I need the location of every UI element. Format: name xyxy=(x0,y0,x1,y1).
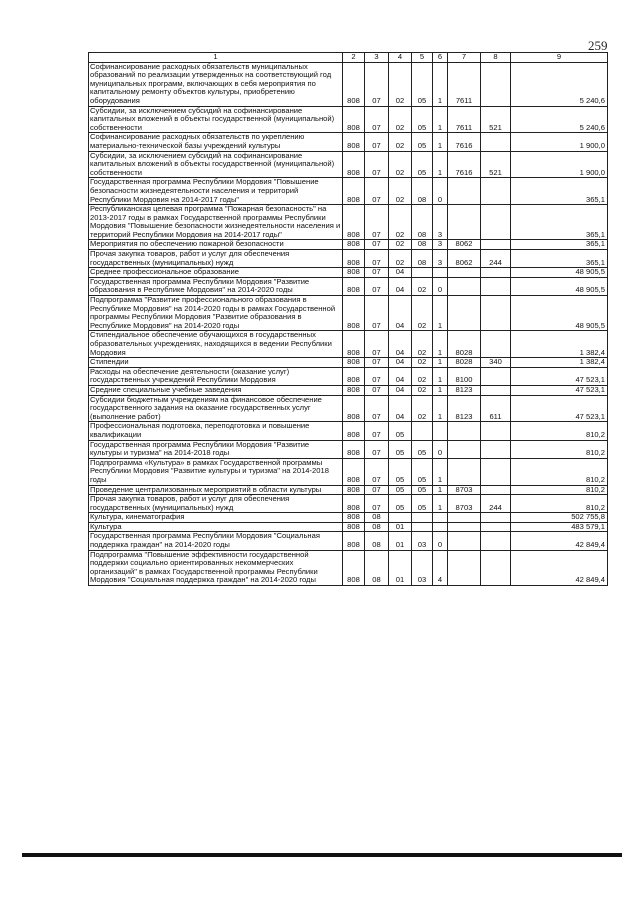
row-csr3: 7616 xyxy=(448,151,481,178)
row-pr: 02 xyxy=(389,106,412,133)
row-csr2: 1 xyxy=(433,151,448,178)
table-row xyxy=(89,358,608,368)
row-csr1: 05 xyxy=(412,485,433,495)
row-amount: 483 579,1 xyxy=(511,522,608,532)
row-amount: 810,2 xyxy=(511,422,608,440)
table-row xyxy=(89,458,608,485)
row-amount: 1 900,0 xyxy=(511,151,608,178)
table-row xyxy=(89,106,608,133)
row-vr xyxy=(481,133,511,151)
row-amount: 810,2 xyxy=(511,485,608,495)
row-rz: 07 xyxy=(365,178,389,205)
table-row xyxy=(89,422,608,440)
row-name: Культура, кинематография xyxy=(89,513,343,523)
row-csr3 xyxy=(448,513,481,523)
row-name: Стипендиальное обеспечение обучающихся в государственных образовательных учреждениях, находящихся в ведении Республики Мордовия xyxy=(89,331,343,358)
row-csr2 xyxy=(433,422,448,440)
row-name: Прочая закупка товаров, работ и услуг для обеспечения государственных (муниципальных) нужд xyxy=(89,250,343,268)
row-vr: 244 xyxy=(481,495,511,513)
row-vr xyxy=(481,367,511,385)
row-csr1: 08 xyxy=(412,240,433,250)
row-vr xyxy=(481,440,511,458)
row-rz: 07 xyxy=(365,133,389,151)
row-vr: 521 xyxy=(481,106,511,133)
row-amount: 365,1 xyxy=(511,240,608,250)
row-ved: 808 xyxy=(343,513,365,523)
row-ved: 808 xyxy=(343,485,365,495)
table-row xyxy=(89,277,608,295)
row-rz: 07 xyxy=(365,62,389,106)
table-row xyxy=(89,268,608,278)
row-amount: 47 523,1 xyxy=(511,395,608,422)
row-csr1: 05 xyxy=(412,106,433,133)
row-ved: 808 xyxy=(343,296,365,331)
row-pr: 02 xyxy=(389,178,412,205)
row-csr1: 02 xyxy=(412,277,433,295)
row-rz: 07 xyxy=(365,395,389,422)
row-ved: 808 xyxy=(343,62,365,106)
row-name: Софинансирование расходных обязательств муниципальных образований по реализации утвержденных на соответствующий год муниципальных программ, включающих в себя мероприятия по капитальному ремонту объектов культуры, приобретению оборудования xyxy=(89,62,343,106)
row-name: Подпрограмма «Культура» в рамках Государственной программы Республики Мордовия "Развитие культуры и туризма" на 2014-2018 годы xyxy=(89,458,343,485)
col-header: 7 xyxy=(448,53,481,63)
row-ved: 808 xyxy=(343,133,365,151)
row-csr1 xyxy=(412,522,433,532)
header-row xyxy=(89,53,608,63)
row-pr: 05 xyxy=(389,422,412,440)
row-pr xyxy=(389,513,412,523)
row-ved: 808 xyxy=(343,532,365,550)
row-csr2: 0 xyxy=(433,178,448,205)
row-amount: 365,1 xyxy=(511,178,608,205)
row-ved: 808 xyxy=(343,522,365,532)
row-pr: 02 xyxy=(389,240,412,250)
row-csr3: 8062 xyxy=(448,250,481,268)
row-rz: 07 xyxy=(365,205,389,240)
row-rz: 07 xyxy=(365,495,389,513)
row-amount: 810,2 xyxy=(511,495,608,513)
row-name: Государственная программа Республики Мордовия "Социальная поддержка граждан" на 2014-2020 годы xyxy=(89,532,343,550)
row-amount: 1 382,4 xyxy=(511,358,608,368)
row-pr: 05 xyxy=(389,485,412,495)
row-csr3: 7616 xyxy=(448,133,481,151)
row-csr1 xyxy=(412,422,433,440)
row-ved: 808 xyxy=(343,106,365,133)
budget-table xyxy=(88,52,608,586)
row-pr: 02 xyxy=(389,62,412,106)
row-csr1: 03 xyxy=(412,550,433,585)
row-csr1: 02 xyxy=(412,395,433,422)
row-pr: 04 xyxy=(389,268,412,278)
row-rz: 07 xyxy=(365,151,389,178)
row-csr2: 1 xyxy=(433,395,448,422)
row-pr: 04 xyxy=(389,277,412,295)
row-vr xyxy=(481,178,511,205)
row-rz: 08 xyxy=(365,522,389,532)
row-name: Подпрограмма "Развитие профессионального образования в Республике Мордовия" на 2014-2020 годы в рамках Государственной программы Республики Мордовия "Развитие образования в Республике Мордовия" на 2014-2020 годы xyxy=(89,296,343,331)
table-row xyxy=(89,495,608,513)
row-vr: 521 xyxy=(481,151,511,178)
row-name: Софинансирование расходных обязательств по укреплению материально-технической базы учреждений культуры xyxy=(89,133,343,151)
row-rz: 08 xyxy=(365,532,389,550)
row-amount: 810,2 xyxy=(511,440,608,458)
row-rz: 08 xyxy=(365,550,389,585)
row-csr2: 1 xyxy=(433,358,448,368)
row-name: Государственная программа Республики Мордовия "Развитие образования в Республике Мордовия" на 2014-2020 годы xyxy=(89,277,343,295)
row-rz: 07 xyxy=(365,268,389,278)
col-header: 8 xyxy=(481,53,511,63)
row-amount: 810,2 xyxy=(511,458,608,485)
row-pr: 02 xyxy=(389,250,412,268)
row-ved: 808 xyxy=(343,277,365,295)
row-csr3: 8703 xyxy=(448,485,481,495)
row-vr: 340 xyxy=(481,358,511,368)
row-csr2: 1 xyxy=(433,331,448,358)
row-csr3: 8100 xyxy=(448,367,481,385)
row-csr1: 05 xyxy=(412,440,433,458)
row-csr3: 8703 xyxy=(448,495,481,513)
table-row xyxy=(89,395,608,422)
col-header: 3 xyxy=(365,53,389,63)
row-vr xyxy=(481,296,511,331)
row-csr2: 3 xyxy=(433,205,448,240)
row-vr xyxy=(481,532,511,550)
table-row xyxy=(89,532,608,550)
row-vr xyxy=(481,458,511,485)
row-csr1: 02 xyxy=(412,385,433,395)
row-ved: 808 xyxy=(343,331,365,358)
row-csr3 xyxy=(448,178,481,205)
row-csr3 xyxy=(448,440,481,458)
row-vr: 244 xyxy=(481,250,511,268)
row-name: Расходы на обеспечение деятельности (оказание услуг) государственных учреждений Республики Мордовия xyxy=(89,367,343,385)
row-csr1: 02 xyxy=(412,296,433,331)
row-csr2: 0 xyxy=(433,532,448,550)
row-csr3: 7611 xyxy=(448,106,481,133)
row-rz: 07 xyxy=(365,240,389,250)
row-ved: 808 xyxy=(343,151,365,178)
row-amount: 5 240,6 xyxy=(511,106,608,133)
row-vr xyxy=(481,62,511,106)
row-name: Государственная программа Республики Мордовия "Повышение безопасности жизнедеятельности населения и территорий Республики Мордовия на 2014-2017 годы" xyxy=(89,178,343,205)
row-vr xyxy=(481,240,511,250)
col-header: 1 xyxy=(89,53,343,63)
row-ved: 808 xyxy=(343,550,365,585)
table-row xyxy=(89,296,608,331)
row-rz: 07 xyxy=(365,422,389,440)
row-csr2: 1 xyxy=(433,485,448,495)
col-header: 4 xyxy=(389,53,412,63)
row-pr: 01 xyxy=(389,550,412,585)
row-csr2: 4 xyxy=(433,550,448,585)
row-pr: 05 xyxy=(389,458,412,485)
row-ved: 808 xyxy=(343,495,365,513)
table-row xyxy=(89,250,608,268)
row-pr: 04 xyxy=(389,331,412,358)
table-row xyxy=(89,550,608,585)
table-row xyxy=(89,513,608,523)
row-rz: 07 xyxy=(365,358,389,368)
row-ved: 808 xyxy=(343,440,365,458)
row-amount: 1 382,4 xyxy=(511,331,608,358)
row-name: Субсидии бюджетным учреждениям на финансовое обеспечение государственного задания на оказание государственных услуг (выполнение работ) xyxy=(89,395,343,422)
table-row xyxy=(89,240,608,250)
table-row xyxy=(89,485,608,495)
row-csr2: 1 xyxy=(433,495,448,513)
table-row xyxy=(89,205,608,240)
row-csr1: 05 xyxy=(412,62,433,106)
row-csr2 xyxy=(433,513,448,523)
row-vr xyxy=(481,422,511,440)
row-amount: 1 900,0 xyxy=(511,133,608,151)
row-csr2: 1 xyxy=(433,367,448,385)
row-name: Культура xyxy=(89,522,343,532)
row-amount: 5 240,6 xyxy=(511,62,608,106)
row-ved: 808 xyxy=(343,385,365,395)
row-pr: 04 xyxy=(389,385,412,395)
row-name: Государственная программа Республики Мордовия "Развитие культуры и туризма" на 2014-2018 годы xyxy=(89,440,343,458)
row-name: Подпрограмма "Повышение эффективности государственной поддержки социально ориентированных некоммерческих организаций" в рамках Государственной программы Республики Мордовия "Социальная поддержка граждан" на 2014-2020 годы xyxy=(89,550,343,585)
row-vr xyxy=(481,268,511,278)
row-pr: 01 xyxy=(389,522,412,532)
row-pr: 04 xyxy=(389,395,412,422)
row-vr xyxy=(481,385,511,395)
row-csr2: 1 xyxy=(433,62,448,106)
row-pr: 04 xyxy=(389,367,412,385)
row-rz: 07 xyxy=(365,385,389,395)
row-vr xyxy=(481,277,511,295)
table-row xyxy=(89,133,608,151)
row-vr xyxy=(481,522,511,532)
col-header: 2 xyxy=(343,53,365,63)
col-header: 6 xyxy=(433,53,448,63)
row-pr: 02 xyxy=(389,133,412,151)
row-name: Среднее профессиональное образование xyxy=(89,268,343,278)
row-ved: 808 xyxy=(343,395,365,422)
row-csr3: 8062 xyxy=(448,240,481,250)
row-ved: 808 xyxy=(343,268,365,278)
table-row xyxy=(89,151,608,178)
row-ved: 808 xyxy=(343,178,365,205)
row-csr2 xyxy=(433,268,448,278)
row-ved: 808 xyxy=(343,250,365,268)
table-row xyxy=(89,62,608,106)
row-name: Республиканская целевая программа "Пожарная безопасность" на 2013-2017 годы в рамках Государственной программы Республики Мордовия "Повышение безопасности жизнедеятельности населения и территорий Республики Мордовия на 2014-2017 годы" xyxy=(89,205,343,240)
row-csr1: 03 xyxy=(412,532,433,550)
row-csr3 xyxy=(448,522,481,532)
row-csr1: 08 xyxy=(412,250,433,268)
row-csr3: 8123 xyxy=(448,395,481,422)
row-vr xyxy=(481,205,511,240)
table-row xyxy=(89,440,608,458)
row-pr: 05 xyxy=(389,440,412,458)
row-csr1: 05 xyxy=(412,495,433,513)
row-csr2: 3 xyxy=(433,240,448,250)
row-csr2: 0 xyxy=(433,277,448,295)
row-csr1: 05 xyxy=(412,151,433,178)
bottom-rule xyxy=(22,853,622,857)
row-name: Профессиональная подготовка, переподготовка и повышение квалификации xyxy=(89,422,343,440)
row-csr2: 1 xyxy=(433,458,448,485)
row-csr2: 1 xyxy=(433,296,448,331)
row-csr2: 0 xyxy=(433,440,448,458)
row-amount: 47 523,1 xyxy=(511,385,608,395)
row-csr3 xyxy=(448,268,481,278)
row-name: Средние специальные учебные заведения xyxy=(89,385,343,395)
row-csr3 xyxy=(448,422,481,440)
row-pr: 05 xyxy=(389,495,412,513)
row-amount: 502 755,8 xyxy=(511,513,608,523)
row-rz: 07 xyxy=(365,367,389,385)
row-vr xyxy=(481,485,511,495)
row-ved: 808 xyxy=(343,358,365,368)
row-csr1 xyxy=(412,513,433,523)
row-vr xyxy=(481,513,511,523)
row-csr1 xyxy=(412,268,433,278)
row-ved: 808 xyxy=(343,422,365,440)
table-row xyxy=(89,331,608,358)
table-row xyxy=(89,178,608,205)
row-name: Стипендии xyxy=(89,358,343,368)
row-csr3 xyxy=(448,550,481,585)
row-pr: 01 xyxy=(389,532,412,550)
row-amount: 48 905,5 xyxy=(511,268,608,278)
row-pr: 04 xyxy=(389,358,412,368)
row-csr1: 02 xyxy=(412,367,433,385)
row-csr3 xyxy=(448,532,481,550)
row-name: Проведение централизованных мероприятий в области культуры xyxy=(89,485,343,495)
row-csr3: 8028 xyxy=(448,358,481,368)
row-ved: 808 xyxy=(343,205,365,240)
row-name: Мероприятия по обеспечению пожарной безопасности xyxy=(89,240,343,250)
row-name: Субсидии, за исключением субсидий на софинансирование капитальных вложений в объекты государственной (муниципальной) собственности xyxy=(89,106,343,133)
row-csr3 xyxy=(448,277,481,295)
col-header: 5 xyxy=(412,53,433,63)
row-vr xyxy=(481,331,511,358)
row-rz: 07 xyxy=(365,440,389,458)
row-csr2: 1 xyxy=(433,106,448,133)
row-amount: 42 849,4 xyxy=(511,550,608,585)
row-csr1: 02 xyxy=(412,358,433,368)
row-amount: 48 905,5 xyxy=(511,277,608,295)
row-pr: 02 xyxy=(389,205,412,240)
row-csr1: 02 xyxy=(412,331,433,358)
row-vr: 611 xyxy=(481,395,511,422)
row-csr2: 3 xyxy=(433,250,448,268)
row-ved: 808 xyxy=(343,458,365,485)
row-csr2: 1 xyxy=(433,133,448,151)
row-vr xyxy=(481,550,511,585)
row-rz: 07 xyxy=(365,458,389,485)
row-rz: 08 xyxy=(365,513,389,523)
row-csr3 xyxy=(448,458,481,485)
row-csr1: 05 xyxy=(412,133,433,151)
row-csr3: 8028 xyxy=(448,331,481,358)
row-name: Субсидии, за исключением субсидий на софинансирование капитальных вложений в объекты государственной (муниципальной) собственности xyxy=(89,151,343,178)
row-rz: 07 xyxy=(365,106,389,133)
row-csr1: 05 xyxy=(412,458,433,485)
row-amount: 47 523,1 xyxy=(511,367,608,385)
row-csr1: 08 xyxy=(412,178,433,205)
row-amount: 365,1 xyxy=(511,205,608,240)
col-header: 9 xyxy=(511,53,608,63)
row-amount: 42 849,4 xyxy=(511,532,608,550)
row-ved: 808 xyxy=(343,367,365,385)
table-row xyxy=(89,522,608,532)
row-csr1: 08 xyxy=(412,205,433,240)
row-rz: 07 xyxy=(365,296,389,331)
row-rz: 07 xyxy=(365,331,389,358)
row-rz: 07 xyxy=(365,485,389,495)
row-csr3 xyxy=(448,205,481,240)
table-row xyxy=(89,367,608,385)
row-csr2: 1 xyxy=(433,385,448,395)
row-name: Прочая закупка товаров, работ и услуг для обеспечения государственных (муниципальных) нужд xyxy=(89,495,343,513)
row-csr3 xyxy=(448,296,481,331)
row-csr3: 8123 xyxy=(448,385,481,395)
page-number: 259 xyxy=(588,38,608,53)
row-rz: 07 xyxy=(365,250,389,268)
row-amount: 365,1 xyxy=(511,250,608,268)
table-row xyxy=(89,385,608,395)
row-pr: 02 xyxy=(389,151,412,178)
row-csr2 xyxy=(433,522,448,532)
row-rz: 07 xyxy=(365,277,389,295)
row-amount: 48 905,5 xyxy=(511,296,608,331)
row-csr3: 7611 xyxy=(448,62,481,106)
row-ved: 808 xyxy=(343,240,365,250)
row-pr: 04 xyxy=(389,296,412,331)
